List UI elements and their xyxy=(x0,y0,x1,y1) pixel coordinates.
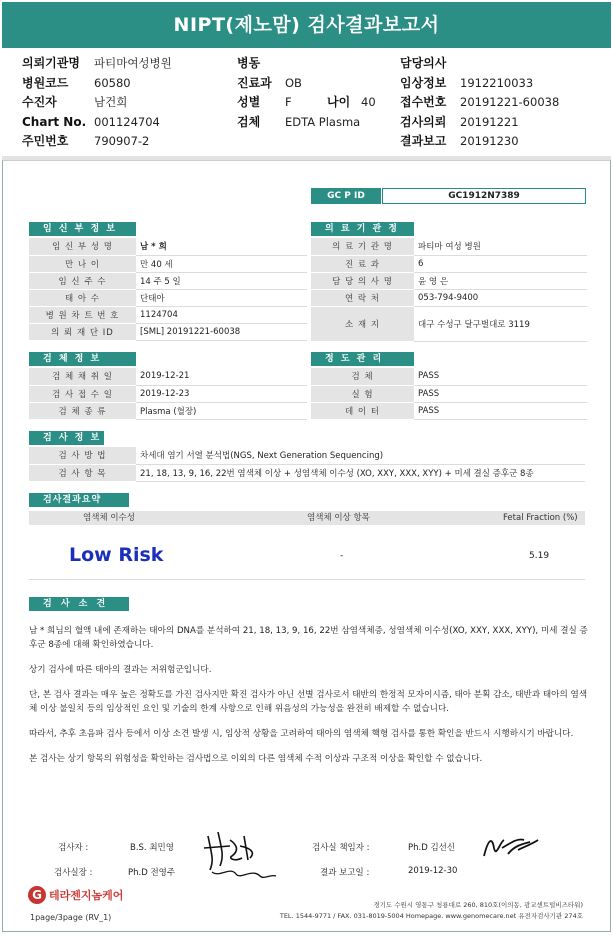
field-label: 검 사 항 목 xyxy=(29,464,136,481)
field-value: 차세대 염기 서열 분석법(NGS, Next Generation Sequencing) xyxy=(136,447,585,464)
chief-label: 검사실장 : xyxy=(54,868,93,878)
logo-text: 테라젠지놈케어 xyxy=(49,889,124,902)
opinion-paragraph: 단, 본 검사 결과는 매우 높은 정확도를 가진 검사지만 확진 검사가 아닌 선별 검사로서 태반의 한정적 모자이시즘, 태아 분획 감소, 태반과 태아의 염색체 이상 불일치 등의 임상적인 요인 및 기술의 한계 사항으로 인해 위음성의 가능성을 완전히 배제할 수 없습니다. xyxy=(29,690,588,714)
header-row xyxy=(400,113,559,133)
header-value: 60580 xyxy=(94,75,131,90)
field-label: 검 사 접 수 일 xyxy=(29,385,136,402)
header-value: 20191221 xyxy=(460,114,519,129)
footer-contact xyxy=(280,900,583,922)
header-label: 병원코드 xyxy=(22,75,69,90)
table-row xyxy=(311,368,587,385)
result-table-header xyxy=(29,511,585,525)
section-header-specimen: 검 체 정 보 xyxy=(29,352,136,366)
logo-icon: G xyxy=(28,886,46,904)
field-value: 053-794-9400 xyxy=(414,289,587,306)
header-label: 검사의뢰 xyxy=(400,114,447,129)
header-row xyxy=(237,93,376,113)
specimen-info-table xyxy=(29,368,307,420)
table-row xyxy=(311,385,587,402)
field-label: 의 뢰 재 단 ID xyxy=(29,323,136,340)
test-info-table xyxy=(29,447,585,482)
table-row xyxy=(311,289,587,306)
field-label: 데 이 터 xyxy=(311,402,414,419)
table-row xyxy=(29,289,307,306)
opinion-paragraph: 따라서, 추후 초음파 검사 등에서 이상 소견 발생 시, 임상적 상황을 고려하여 태아의 염색체 핵형 검사를 통한 확인을 반드시 시행하시기 바랍니다. xyxy=(29,729,574,739)
field-value: 만 40 세 xyxy=(136,255,307,272)
header-value: 001124704 xyxy=(94,114,160,129)
field-label: 검 사 방 법 xyxy=(29,447,136,464)
table-row xyxy=(29,306,307,323)
section-header-opinion: 검 사 소 견 xyxy=(29,597,129,611)
field-value: PASS xyxy=(414,402,587,419)
header-value: 790907-2 xyxy=(94,134,150,148)
age-label: 나이 xyxy=(327,95,351,109)
tester-label: 검사자 : xyxy=(58,843,89,853)
opinion-paragraph: 상기 검사에 따른 태아의 결과는 저위험군입니다. xyxy=(29,665,212,675)
header-row xyxy=(400,93,559,113)
header-row xyxy=(400,54,559,74)
header-label: Chart No. xyxy=(22,114,87,129)
section-header-qc: 정 도 관 리 xyxy=(311,352,414,366)
field-value: 6 xyxy=(414,255,587,272)
gcpid-label: GC P ID xyxy=(311,188,381,204)
header-label: 임상정보 xyxy=(400,75,447,90)
field-label: 태 아 수 xyxy=(29,289,136,306)
table-row xyxy=(311,255,587,272)
table-row xyxy=(29,272,307,289)
section-header-institution: 의 료 기 관 정 xyxy=(311,222,414,236)
table-row xyxy=(29,402,307,419)
header-row xyxy=(237,74,376,94)
opinion-paragraph: 본 검사는 상기 항목의 위험성을 확인하는 검사법으로 이외의 다른 염색체 수적 이상과 구조적 이상을 확인할 수 없습니다. xyxy=(29,754,483,764)
table-row xyxy=(29,464,585,481)
field-label: 검 체 종 류 xyxy=(29,402,136,419)
abnormal-items-value: - xyxy=(340,551,344,561)
table-row xyxy=(311,306,587,341)
field-value: 윤 영 은 xyxy=(414,272,587,289)
table-row xyxy=(311,272,587,289)
director-label: 검사실 책임자 : xyxy=(312,843,370,853)
table-row xyxy=(29,255,307,272)
header-value: 1912210033 xyxy=(460,75,534,90)
header-label: 결과보고 xyxy=(400,134,447,148)
header-row xyxy=(22,132,172,152)
header-label: 진료과 xyxy=(237,75,272,90)
table-row xyxy=(29,385,307,402)
field-label: 검 체 채 취 일 xyxy=(29,368,136,385)
field-label: 소 재 지 xyxy=(311,306,414,341)
table-row xyxy=(29,368,307,385)
field-label: 진 료 과 xyxy=(311,255,414,272)
field-value: 2019-12-21 xyxy=(136,368,307,385)
table-row xyxy=(311,238,587,255)
field-value: [SML] 20191221-60038 xyxy=(136,323,307,340)
field-label: 임 신 주 수 xyxy=(29,272,136,289)
footer-phone: TEL. 1544-9771 / FAX. 031-8019-5004 Homepage. www.genomecare.net 유전자검사기관 274호 xyxy=(279,912,583,920)
field-value: 21, 18, 13, 9, 16, 22번 염색체 이상 + 성염색체 이수성 (XO, XXY, XXX, XYY) + 미세 결실 증후군 8종 xyxy=(136,464,585,481)
table-row xyxy=(311,402,587,419)
opinion-text xyxy=(29,624,589,777)
signature-director-image xyxy=(478,828,542,864)
col-header-fetal-fraction: Fetal Fraction (%) xyxy=(503,513,578,523)
field-value: 대구 수성구 달구벌대로 3119 xyxy=(414,306,587,341)
opinion-paragraph: 남 * 희님의 혈액 내에 존재하는 태아의 DNA를 분석하여 21, 18, 13, 9, 16, 22번 삼염색체증, 성염색체 이수성(XO, XXY, XXX, XYY), 미세 결실 증후군 8종에 대해 확인하였습니다. xyxy=(29,626,588,650)
result-row xyxy=(29,526,585,580)
field-label: 연 락 처 xyxy=(311,289,414,306)
header-row xyxy=(22,54,172,74)
header-row xyxy=(22,74,172,94)
header-value: 20191221-60038 xyxy=(460,95,560,109)
report-date-label: 결과 보고일 : xyxy=(320,868,370,878)
header-value: 파티마여성병원 xyxy=(94,56,172,70)
header-col3 xyxy=(400,54,559,152)
tester-name: B.S. 최민영 xyxy=(130,843,174,853)
header-label: 담당의사 xyxy=(400,56,447,70)
table-row xyxy=(29,447,585,464)
header-label: 검체 xyxy=(237,114,261,129)
page-indicator: 1page/3page (RV_1) xyxy=(30,913,112,922)
field-value: Plasma (혈장) xyxy=(136,402,307,419)
field-label: 병 원 차 트 번 호 xyxy=(29,306,136,323)
field-value: 단태아 xyxy=(136,289,307,306)
header-row xyxy=(400,74,559,94)
section-header-pregnant: 임 신 부 정 보 xyxy=(29,222,136,236)
header-row xyxy=(22,113,172,133)
header-col1 xyxy=(22,54,172,152)
field-value: PASS xyxy=(414,368,587,385)
header-value: EDTA Plasma xyxy=(285,114,361,129)
report-title: NIPT(제노맘) 검사결과보고서 xyxy=(2,2,611,48)
field-label: 임 신 부 성 명 xyxy=(29,238,136,255)
header-label: 성별 xyxy=(237,95,261,109)
field-value: 파티마 여성 병원 xyxy=(414,238,587,255)
field-value: 14 주 5 일 xyxy=(136,272,307,289)
header-row xyxy=(237,113,376,133)
fetal-fraction-value: 5.19 xyxy=(529,551,550,561)
signature-tester-image xyxy=(200,826,280,882)
gcpid-value: GC1912N7389 xyxy=(382,188,586,204)
field-value: PASS xyxy=(414,385,587,402)
field-value: 2019-12-23 xyxy=(136,385,307,402)
field-label: 만 나 이 xyxy=(29,255,136,272)
section-header-result: 검사결과요약 xyxy=(29,493,129,507)
footer-address: 경기도 수원시 영통구 청룡대로 260, 810호(이의동, 광교센트럴비즈타워) xyxy=(373,901,583,909)
risk-result: Low Risk xyxy=(69,544,164,566)
table-row xyxy=(29,323,307,340)
field-label: 검 체 xyxy=(311,368,414,385)
age-value: 40 xyxy=(361,95,376,109)
field-label: 의 료 기 관 명 xyxy=(311,238,414,255)
col-header-aneuploidy: 염색체 이수성 xyxy=(83,513,135,523)
pregnant-info-table xyxy=(29,238,307,341)
company-logo xyxy=(28,886,123,904)
header-value: 20191230 xyxy=(460,134,519,148)
report-date-value: 2019-12-30 xyxy=(408,866,458,876)
header-label: 수진자 xyxy=(22,95,57,109)
institution-info-table xyxy=(311,238,587,342)
field-value: 1124704 xyxy=(136,306,307,323)
header-label: 접수번호 xyxy=(400,95,447,109)
field-value: 남 * 희 xyxy=(136,238,307,255)
header-row xyxy=(400,132,559,152)
header-label: 의뢰기관명 xyxy=(22,56,80,70)
header-label: 주민번호 xyxy=(22,134,69,148)
director-name: Ph.D 김선신 xyxy=(408,843,456,853)
header-col2 xyxy=(237,54,376,132)
chief-name: Ph.D 전영주 xyxy=(128,868,176,878)
field-label: 담 당 의 사 명 xyxy=(311,272,414,289)
section-header-test: 검 사 정 보 xyxy=(29,431,104,445)
header-row xyxy=(22,93,172,113)
header-row xyxy=(237,54,376,74)
header-value: F xyxy=(285,95,292,109)
col-header-abnormal: 염색체 이상 항목 xyxy=(307,513,370,523)
header-value: OB xyxy=(285,75,302,90)
table-row xyxy=(29,238,307,255)
header-label: 병동 xyxy=(237,56,261,70)
field-label: 실 험 xyxy=(311,385,414,402)
header-value: 남건희 xyxy=(94,95,128,109)
qc-info-table xyxy=(311,368,587,420)
